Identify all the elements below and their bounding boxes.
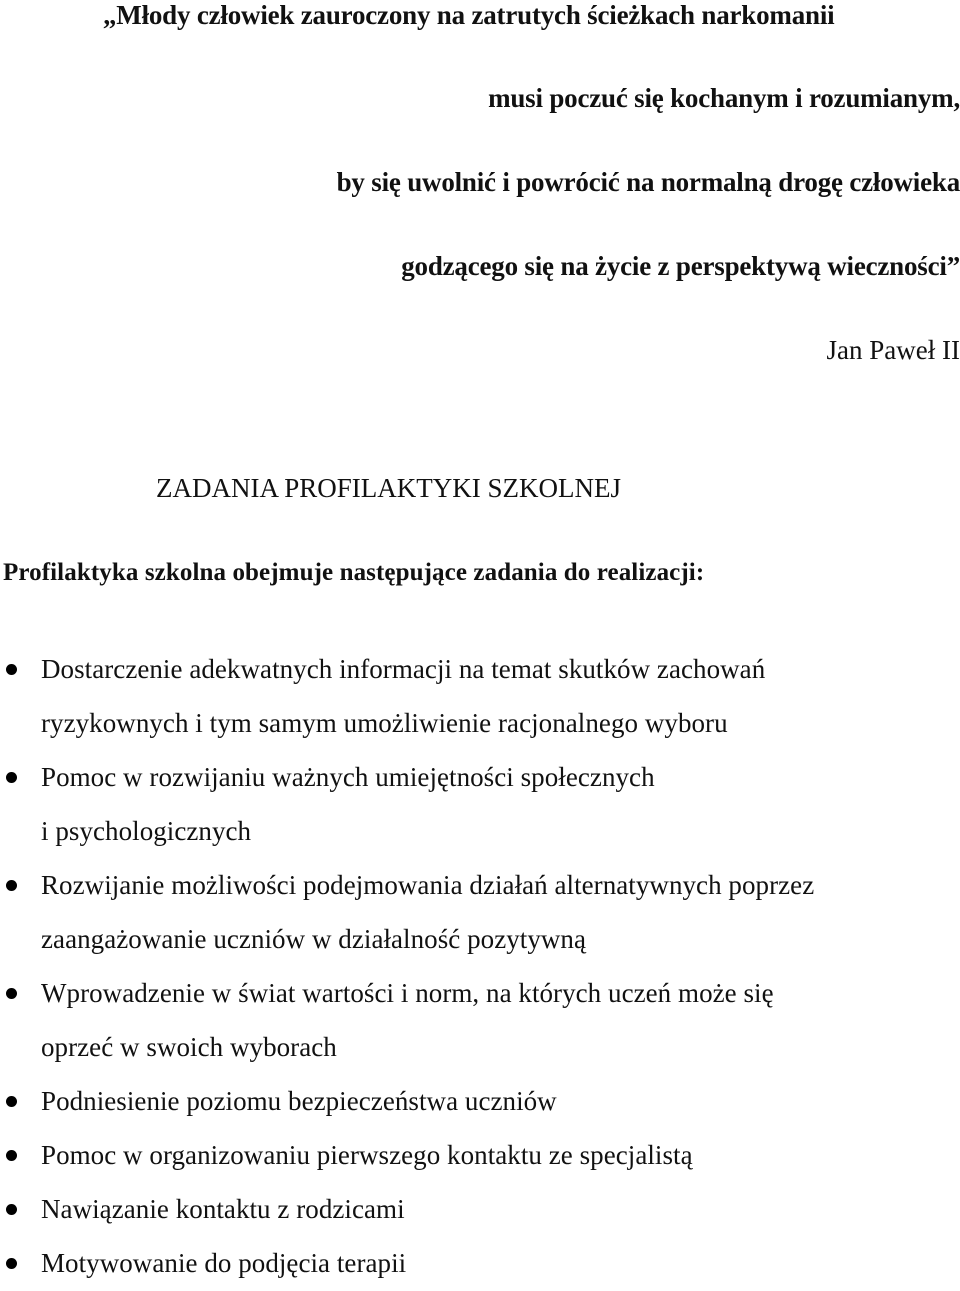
bullet-icon — [6, 772, 17, 783]
quote-author: Jan Paweł II — [826, 335, 960, 365]
list-item-text: Motywowanie do podjęcia terapii — [41, 1248, 407, 1278]
list-item — [0, 1236, 960, 1290]
list-item — [0, 1182, 960, 1236]
section-intro: Profilaktyka szkolna obejmuje następujące zadania do realizacji: — [3, 559, 705, 586]
list-item — [0, 1128, 960, 1182]
bullet-icon — [6, 1150, 17, 1161]
list-item-text-continued: ryzykownych i tym samym umożliwienie racjonalnego wyboru — [41, 708, 728, 738]
section-heading: ZADANIA PROFILAKTYKI SZKOLNEJ — [156, 473, 621, 503]
task-list — [0, 642, 960, 1290]
quote-line-2: musi poczuć się kochanym i rozumianym, — [488, 83, 960, 113]
list-item — [0, 966, 960, 1074]
list-item-text: Dostarczenie adekwatnych informacji na temat skutków zachowań — [41, 654, 766, 684]
quote-line-1: „Młody człowiek zauroczony na zatrutych ścieżkach narkomanii — [103, 0, 835, 30]
bullet-icon — [6, 1258, 17, 1269]
quote-line-4: godzącego się na życie z perspektywą wieczności” — [401, 251, 960, 281]
list-item-text-continued: i psychologicznych — [41, 816, 252, 846]
list-item-text-continued: oprzeć w swoich wyborach — [41, 1032, 337, 1062]
bullet-icon — [6, 988, 17, 999]
bullet-icon — [6, 1096, 17, 1107]
quote-line-3: by się uwolnić i powrócić na normalną drogę człowieka — [336, 167, 960, 197]
list-item-text: Rozwijanie możliwości podejmowania działań alternatywnych poprzez — [41, 870, 815, 900]
bullet-icon — [6, 1204, 17, 1215]
list-item-text: Pomoc w rozwijaniu ważnych umiejętności społecznych — [41, 762, 655, 792]
list-item — [0, 858, 960, 966]
list-item — [0, 750, 960, 858]
list-item — [0, 642, 960, 750]
list-item-text: Nawiązanie kontaktu z rodzicami — [41, 1194, 405, 1224]
list-item-text-continued: zaangażowanie uczniów w działalność pozytywną — [41, 924, 587, 954]
bullet-icon — [6, 880, 17, 891]
list-item-text: Pomoc w organizowaniu pierwszego kontaktu ze specjalistą — [41, 1140, 693, 1170]
bullet-icon — [6, 664, 17, 675]
list-item — [0, 1074, 960, 1128]
list-item-text: Podniesienie poziomu bezpieczeństwa uczniów — [41, 1086, 557, 1116]
list-item-text: Wprowadzenie w świat wartości i norm, na których uczeń może się — [41, 978, 774, 1008]
